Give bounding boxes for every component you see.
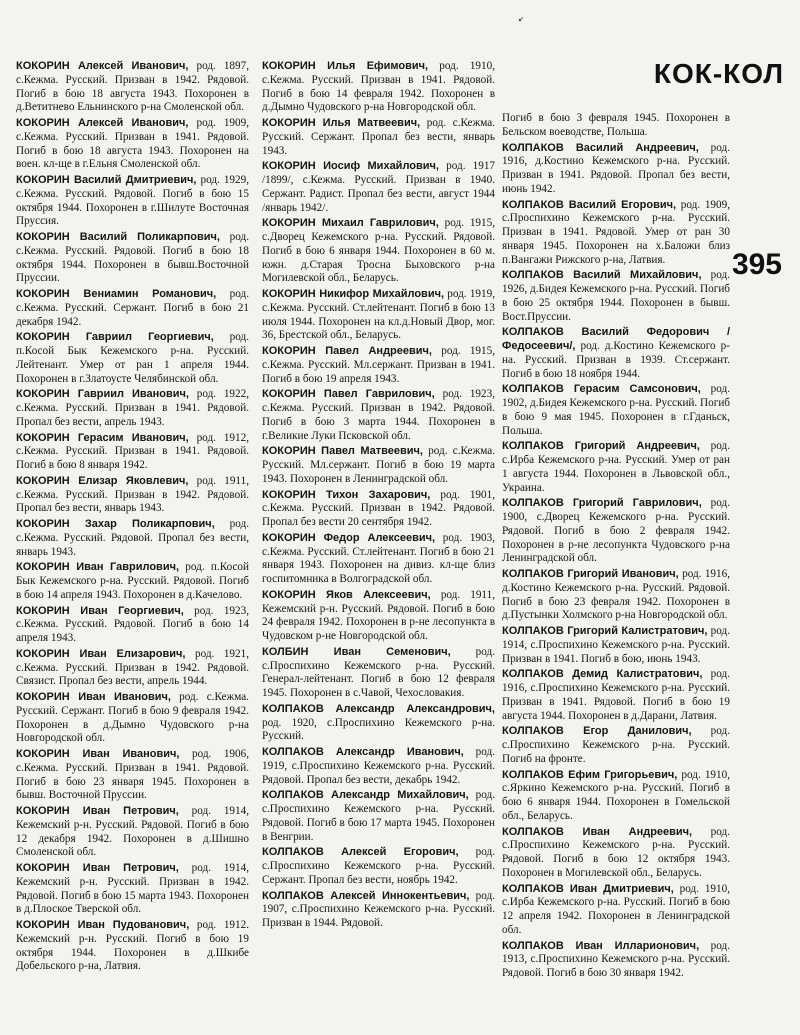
person-entry	[502, 625, 730, 666]
person-details: род. 1919, с.Проспихино Кежемского р-на. Русский. Рядовой. Пропал без вести, декабрь 1942.	[262, 746, 495, 786]
person-name: КОЛПАКОВ Герасим Самсонович,	[502, 383, 701, 396]
person-entry	[262, 217, 495, 286]
page-header-range: КОК-КОЛ	[653, 58, 784, 89]
person-name: КОКОРИН Иван Пудованович,	[16, 919, 190, 931]
person-name: КОКОРИН Павел Гаврилович,	[262, 388, 435, 401]
person-entry	[16, 919, 249, 974]
person-entry	[262, 789, 495, 844]
person-name: КОКОРИН Павел Андреевич,	[262, 345, 432, 357]
person-entry	[502, 940, 730, 981]
person-name: КОКОРИН Василий Дмитриевич,	[16, 174, 197, 186]
person-name: КОКОРИН Герасим Иванович,	[16, 431, 189, 444]
person-entry	[502, 383, 730, 438]
person-name: КОКОРИН Елизар Яковлевич,	[16, 474, 189, 487]
person-details: род. с.Проспихино Кежемского р-на. Русский. Рядовой. Погиб в бою 17 марта 1945. Похоронен в Венгрии.	[262, 789, 495, 843]
person-entry	[502, 269, 730, 324]
person-entry	[262, 117, 495, 158]
person-entry	[262, 703, 495, 744]
person-entry	[262, 345, 495, 386]
person-name: КОЛПАКОВ Иван Андреевич,	[502, 825, 693, 838]
person-entry	[502, 668, 730, 723]
person-details: род. 1911, Кежемский р-н. Русский. Рядовой. Погиб в бою 24 февраля 1942. Похоронен в р-не лесопункта в Чудовском р-не Новгородской обл.	[262, 588, 495, 642]
person-name: КОЛПАКОВ Егор Данилович,	[502, 725, 692, 738]
person-name: КОЛБИН Иван Семенович,	[262, 645, 451, 658]
person-details: род. 1909, с.Кежма. Русский. Призван в 1941. Рядовой. Погиб в бою 18 августа 1943. Похоронен на воен. кл-ще в г.Ельня Смоленской обл.	[16, 117, 250, 171]
person-entry	[16, 331, 249, 386]
person-entry	[16, 432, 249, 473]
person-details: род. 1915, с.Кежма. Русский. Мл.сержант. Призван в 1941. Погиб в бою 19 апреля 1943.	[262, 345, 496, 385]
person-entry	[16, 648, 249, 689]
person-name: КОЛПАКОВ Демид Калистратович,	[502, 668, 703, 681]
person-details: род. 1916, с.Проспихино Кежемского р-на. Русский. Призван в 1941. Рядовой. Погиб в бою 19 августа 1944. Похоронен в д.Дарани, Латвия.	[502, 668, 731, 722]
person-details: род. 1901, с.Кежма. Русский. Призван в 1942. Рядовой. Пропал без вести 20 сентября 1942.	[262, 488, 496, 528]
person-name: КОКОРИН Иван Елизарович,	[16, 647, 186, 660]
person-name: КОКОРИН Иван Гаврилович,	[16, 561, 180, 574]
text-column-1	[16, 60, 249, 976]
person-details: род. 1906, с.Кежма. Русский. Призван в 1941. Рядовой. Погиб в бою 23 января 1945. Похоронен в бывш. Восточной Пруссии.	[16, 748, 249, 802]
person-details: род. 1909, с.Проспихино Кежемского р-на. Русский. Призван в 1941. Рядовой. Умер от ран 30 января 1945. Похоронен на х.Баложи близ п.Вангажи Рижского р-на, Латвия.	[502, 198, 730, 266]
person-details: род. 1914, Кежемский р-н. Русский. Призван в 1942. Рядовой. Погиб в бою 15 марта 1943. Похоронен в д.Плоское Тверской обл.	[16, 862, 250, 916]
person-entry	[262, 646, 495, 701]
person-entry	[16, 748, 249, 803]
person-details: род. 1916, д.Костино Кежемского р-на. Русский. Рядовой. Погиб в бою 23 февраля 1942. Похоронен в д.Пустынки Холмского р-на Новгородской обл.	[502, 568, 730, 622]
person-details: род. с.Проспихино Кежемского р-на. Русский. Сержант. Пропал без вести, ноябрь 1942.	[262, 846, 495, 886]
person-name: КОЛПАКОВ Алексей Егорович,	[262, 846, 459, 859]
person-details: род. 1916, д.Костино Кежемского р-на. Русский. Призван в 1941. Рядовой. Пропал без вести, июнь 1942.	[502, 141, 730, 195]
person-details: род. 1919, с.Кежма. Русский. Ст.лейтенант. Погиб в бою 13 июля 1944. Похоронен на кл.д.Новый Двор, мог. 36, Брестской обл., Беларусь.	[262, 288, 495, 342]
person-entry	[262, 890, 495, 931]
person-entry	[16, 862, 249, 917]
person-entry	[502, 826, 730, 881]
person-details: род. п.Косой Бык Кежемского р-на. Русский. Лейтенант. Умер от ран 1 апреля 1944. Похоронен в г.Златоусте Челябинской обл.	[16, 331, 249, 385]
person-name: КОКОРИН Федор Алексеевич,	[262, 531, 436, 544]
person-entry	[502, 883, 730, 938]
person-details: род. 1915, с.Дворец Кежемского р-на. Русский. Рядовой. Погиб в бою 6 января 1944. Похоронен в 60 м. южн. д.Старая Тросна Быховского р-на Могилевской обл., Беларусь.	[262, 217, 496, 285]
person-details: род. 1914, с.Проспихино Кежемского р-на. Русский. Призван в 1941. Погиб в бою, июнь 1943.	[502, 625, 730, 665]
person-details: род. с.Ирба Кежемского р-на. Русский. Умер от ран 1 августа 1944. Похоронен в Львовской обл., Украина.	[502, 440, 730, 494]
person-details: род. 1914, Кежемский р-н. Русский. Рядовой. Погиб в бою 12 декабря 1942. Похоронен в д.Шишно Смоленской обл.	[16, 805, 250, 859]
scan-speck	[521, 17, 523, 19]
person-entry	[262, 846, 495, 887]
person-details: род. 1910, с.Ирба Кежемского р-на. Русский. Погиб в бою 12 апреля 1942. Похоронен в Ленинградской обл.	[502, 882, 730, 936]
person-name: КОКОРИН Иван Иванович,	[16, 691, 171, 703]
person-details: род. 1923, с.Кежма. Русский. Рядовой. Погиб в бою 14 апреля 1943.	[16, 604, 249, 644]
person-details: род. 1917 /1899/, с.Кежма. Русский. Призван в 1940. Сержант. Радист. Пропал без вести, август 1944 /январь 1942/.	[262, 160, 496, 214]
person-details: род. 1911, с.Кежма. Русский. Призван в 1942. Рядовой. Пропал без вести, январь 1943.	[16, 474, 249, 515]
person-entry	[502, 497, 730, 566]
person-entry	[16, 518, 249, 559]
person-name: КОКОРИН Алексей Иванович,	[16, 60, 189, 72]
person-details: род. 1903, с.Кежма. Русский. Ст.лейтенант. Погиб в бою 21 января 1943. Похоронен на дивиз. кл-ще близ госпитомника в Волгоградской обл.	[262, 531, 495, 585]
person-details: род. с.Проспихино Кежемского р-на. Русский. Рядовой. Погиб в бою 12 октября 1943. Похоронен в Могилевской обл., Беларусь.	[502, 825, 731, 879]
scan-speck	[519, 19, 521, 21]
person-name: КОЛПАКОВ Алексей Иннокентьевич,	[262, 889, 470, 902]
person-name: КОЛПАКОВ Григорий Андреевич,	[502, 440, 700, 453]
person-name: КОКОРИН Алексей Иванович,	[16, 117, 189, 129]
person-name: КОКОРИН Иосиф Михайлович,	[262, 160, 439, 173]
person-entry	[262, 589, 495, 644]
person-name: КОКОРИН Михаил Гаврилович,	[262, 217, 439, 230]
person-details: род. 1902, д.Бидея Кежемского р-на. Русский. Погиб в бою 9 мая 1945. Похоронен в г.Гданьск, Польша.	[502, 383, 730, 437]
person-details: род. с.Кежма. Русский. Сержант. Погиб в бою 9 февраля 1942. Похоронен в д.Дымно Чудовского р-на Новгородской обл.	[16, 691, 249, 745]
person-entry	[16, 691, 249, 746]
person-details: род. 1922, с.Кежма. Русский. Призван в 1941. Рядовой. Пропал без вести, апрель 1943.	[16, 388, 250, 428]
person-entry	[262, 160, 495, 215]
person-entry	[16, 288, 249, 329]
person-entry	[502, 725, 730, 766]
person-entry	[16, 117, 249, 172]
person-details: род. 1907, с.Проспихино Кежемского р-на. Русский. Призван в 1944. Рядовой.	[262, 889, 495, 929]
person-entry	[262, 746, 495, 787]
person-name: КОКОРИН Илья Ефимович,	[262, 60, 429, 72]
person-entry	[502, 326, 730, 381]
person-details: род. 1920, с.Проспихино Кежемского р-на. Русский.	[262, 716, 495, 743]
person-details: род. с.Кежма. Русский. Рядовой. Погиб в бою 18 октября 1944. Похоронен в бывш.Восточной Пруссии.	[16, 231, 249, 285]
person-entry	[262, 489, 495, 530]
person-name: КОЛПАКОВ Василий Федорович /Федосеевич/,	[502, 326, 730, 352]
person-details: род. 1913, с.Проспихино Кежемского р-на. Русский. Рядовой. Погиб в бою 30 января 1942.	[502, 939, 730, 979]
person-entry	[262, 288, 495, 343]
person-details: род. 1900, с.Дворец Кежемского р-на. Русский. Рядовой. Погиб в бою 2 февраля 1942. Похоронен в р-не лесопункта Чудовского р-на Ленинградской обл.	[502, 497, 730, 565]
person-details: род. 1926, д.Бидея Кежемского р-на. Русский. Погиб в бою 25 октября 1944. Похоронен в бывш. Вост.Пруссии.	[502, 269, 731, 323]
person-name: КОЛПАКОВ Иван Илларионович,	[502, 939, 700, 952]
person-details: род. с.Проспихино Кежемского р-на. Русский. Генерал-лейтенант. Погиб в бою 12 февраля 1945. Похоронен в с.Чавой, Чехословакия.	[262, 645, 495, 699]
person-name: КОЛПАКОВ Александр Александрович,	[262, 702, 495, 715]
text-column-3	[502, 112, 730, 983]
person-details: род. с.Кежма. Русский. Мл.сержант. Погиб в бою 19 марта 1943. Похоронен в Ленинградской обл.	[262, 445, 495, 485]
person-name: КОКОРИН Гавриил Иванович,	[16, 388, 189, 401]
person-name: КОКОРИН Павел Матвеевич,	[262, 445, 423, 458]
person-entry	[502, 769, 730, 824]
person-details: род. 1912, с.Кежма. Русский. Призван в 1941. Рядовой. Погиб в бою 8 января 1942.	[16, 431, 250, 471]
person-entry	[16, 805, 249, 860]
person-name: КОКОРИН Иван Петрович,	[16, 862, 179, 874]
person-entry	[16, 388, 249, 429]
person-details: род. 1910, с.Кежма. Русский. Призван в 1941. Рядовой. Погиб в бою 14 февраля 1942. Похоронен в д.Дымно Чудовского р-на Новгородской обл.	[262, 60, 495, 114]
person-details: род. с.Кежма. Русский. Сержант. Погиб в бою 21 декабря 1942.	[16, 288, 250, 328]
person-name: КОКОРИН Иван Иванович,	[16, 748, 180, 760]
person-details: род. 1929, с.Кежма. Русский. Рядовой. Погиб в бою 15 октября 1944. Похоронен в г.Шилуте Восточная Пруссия.	[16, 174, 250, 228]
person-name: КОКОРИН Иван Петрович,	[16, 805, 179, 817]
person-name: КОКОРИН Иван Георгиевич,	[16, 604, 184, 617]
person-entry	[502, 142, 730, 197]
person-details: род. д.Костино Кежемского р-на. Русский. Призван в 1939. Ст.сержант. Погиб в бою 18 ноября 1944.	[502, 340, 730, 380]
person-details: род. 1912. Кежемский р-н. Русский. Погиб в бою 19 октября 1944. Похоронен в д.Шкибе Добельского р-на, Латвия.	[16, 919, 250, 973]
person-entry	[502, 440, 730, 495]
person-name: КОКОРИН Тихон Захарович,	[262, 488, 431, 501]
person-entry	[262, 532, 495, 587]
person-name: КОЛПАКОВ Василий Михайлович,	[502, 269, 702, 282]
person-name: КОКОРИН Захар Поликарпович,	[16, 518, 215, 530]
person-name: КОЛПАКОВ Григорий Калистратович,	[502, 625, 708, 637]
person-name: КОЛПАКОВ Иван Дмитриевич,	[502, 882, 674, 895]
person-name: КОЛПАКОВ Александр Иванович,	[262, 746, 464, 758]
person-entry	[262, 388, 495, 443]
person-entry	[16, 174, 249, 229]
person-entry	[262, 445, 495, 486]
person-details: род. 1923, с.Кежма. Русский. Призван в 1942. Рядовой. Погиб в бою 3 марта 1944. Похоронен в г.Великие Луки Псковской обл.	[262, 388, 495, 442]
person-details: род. с.Проспихино Кежемского р-на. Русский. Погиб на фронте.	[502, 725, 730, 765]
person-entry	[16, 60, 249, 115]
person-details: род. 1897, с.Кежма. Русский. Призван в 1942. Рядовой. Погиб в бою 18 августа 1943. Похоронен в д.Ветитнево Ельнинского р-на Смоленской обл.	[16, 60, 250, 114]
person-details: род. 1921, с.Кежма. Русский. Призван в 1942. Рядовой. Связист. Пропал без вести, апрель 1944.	[16, 647, 249, 688]
person-entry	[16, 605, 249, 646]
person-entry	[16, 561, 249, 602]
person-details: род. п.Косой Бык Кежемского р-на. Русский. Рядовой. Погиб в бою 14 апреля 1943. Похоронен в д.Качелово.	[16, 561, 250, 601]
person-entry	[262, 60, 495, 115]
person-name: КОЛПАКОВ Григорий Гаврилович,	[502, 497, 702, 510]
person-entry	[502, 199, 730, 268]
person-entry	[16, 231, 249, 286]
person-name: КОКОРИН Яков Алексеевич,	[262, 588, 431, 601]
person-name: КОКОРИН Никифор Михайлович,	[262, 288, 445, 300]
person-details: род. с.Кежма. Русский. Сержант. Пропал без вести, январь 1943.	[262, 117, 495, 157]
person-name: КОЛПАКОВ Григорий Иванович,	[502, 568, 679, 580]
person-name: КОЛПАКОВ Ефим Григорьевич,	[502, 768, 678, 781]
person-name: КОКОРИН Гавриил Георгиевич,	[16, 331, 214, 344]
person-details: род. с.Кежма. Русский. Рядовой. Пропал без вести, январь 1943.	[16, 518, 250, 558]
person-name: КОЛПАКОВ Василий Егорович,	[502, 198, 677, 211]
person-entry	[502, 112, 730, 140]
page-number: 395	[731, 248, 782, 281]
person-name: КОКОРИН Вениамин Романович,	[16, 288, 217, 300]
text-column-2	[262, 60, 495, 933]
person-entry	[16, 475, 249, 516]
person-details: Погиб в бою 3 февраля 1945. Похоронен в Бельском воеводстве, Польша.	[502, 112, 730, 138]
person-name: КОЛПАКОВ Александр Михайлович,	[262, 789, 469, 802]
person-details: род. 1910, с.Яркино Кежемского р-на. Русский. Погиб в бою 6 января 1944. Похоронен в Гомельской обл., Беларусь.	[502, 768, 731, 822]
person-entry	[502, 568, 730, 623]
person-name: КОКОРИН Василий Поликарпович,	[16, 231, 220, 243]
person-name: КОЛПАКОВ Василий Андреевич,	[502, 141, 699, 154]
person-name: КОКОРИН Илья Матвеевич,	[262, 117, 421, 129]
